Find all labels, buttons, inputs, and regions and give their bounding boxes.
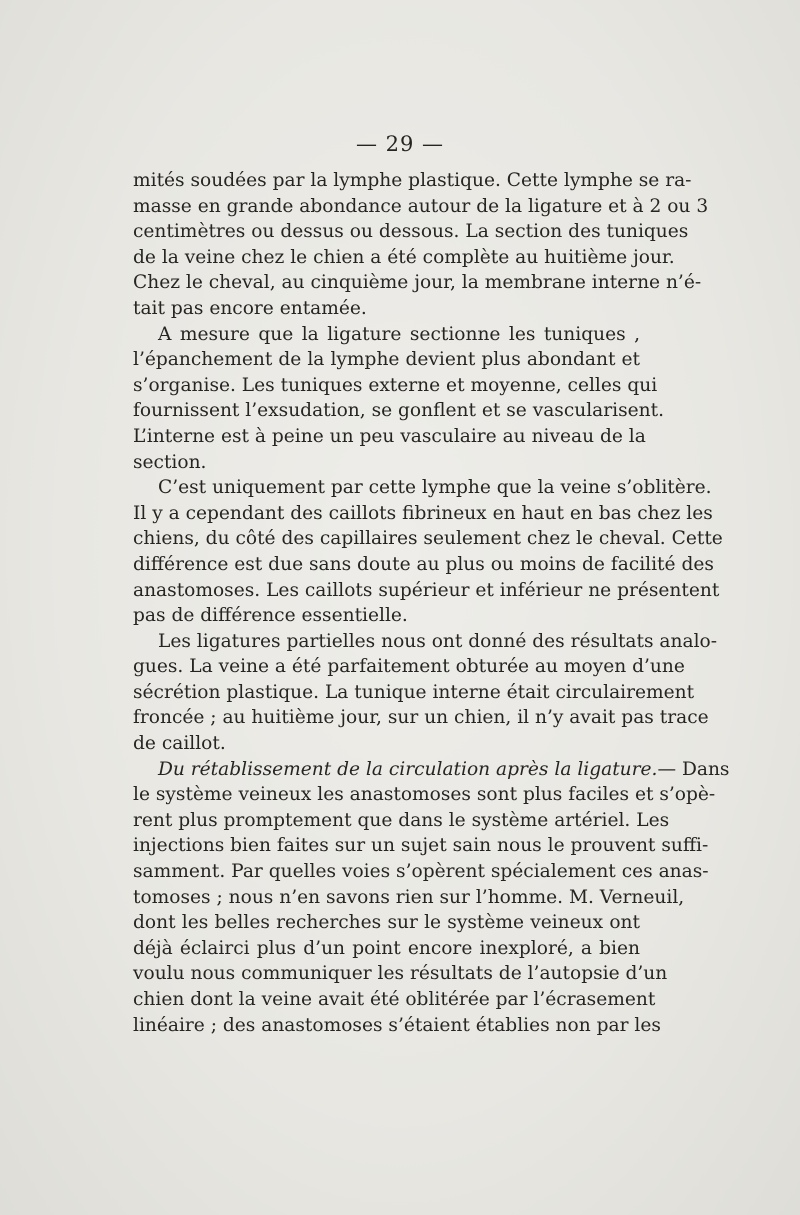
text-line: Les ligatures partielles nous ont donné des résultats analo-	[158, 630, 718, 652]
text-line: Il y a cependant des caillots fibrineux en haut en bas chez les	[133, 502, 713, 524]
text-line: chiens, du côté des capillaires seulement chez le cheval. Cette	[133, 528, 723, 550]
paragraph	[133, 168, 709, 322]
text-line: tomoses ; nous n’en savons rien sur l’homme. M. Verneuil,	[133, 886, 685, 908]
text-line: Chez le cheval, au cinquième jour, la membrane interne n’é-	[133, 272, 702, 294]
paragraph	[133, 629, 718, 757]
text-line: A mesure que la ligature sectionne les tuniques ,	[158, 323, 640, 345]
text-line: dont les belles recherches sur le système veineux ont	[133, 912, 640, 934]
text-line: différence est due sans doute au plus ou moins de facilité des	[133, 553, 714, 575]
text-line: section.	[133, 451, 207, 473]
section-heading: Du rétablissement de la circulation après la ligature.	[158, 758, 658, 780]
text-line	[133, 757, 730, 783]
text-line: pas de différence essentielle.	[133, 605, 408, 627]
text-line: centimètres ou dessus ou dessous. La section des tuniques	[133, 221, 689, 243]
text-line: gues. La veine a été parfaitement obturée au moyen d’une	[133, 656, 685, 678]
text-line: linéaire ; des anastomoses s’étaient établies non par les	[133, 1014, 661, 1036]
text-line: L’interne est à peine un peu vasculaire au niveau de la	[133, 425, 646, 447]
text-line: anastomoses. Les caillots supérieur et inférieur ne présentent	[133, 579, 720, 601]
text-line: de caillot.	[133, 733, 226, 755]
text-line: le système veineux les anastomoses sont plus faciles et s’opè-	[133, 784, 716, 806]
paragraph	[133, 757, 730, 1039]
text-line: voulu nous communiquer les résultats de l’autopsie d’un	[133, 963, 668, 985]
text-line: fournissent l’exsudation, se gonflent et se vascularisent.	[133, 400, 664, 422]
text-line: sécrétion plastique. La tunique interne était circulairement	[133, 681, 695, 703]
text-line: l’épanchement de la lymphe devient plus abondant et	[133, 349, 640, 371]
text-line: s’organise. Les tuniques externe et moyenne, celles qui	[133, 374, 658, 396]
text-line: C’est uniquement par cette lymphe que la veine s’oblitère.	[158, 477, 712, 499]
text-line: mités soudées par la lymphe plastique. Cette lymphe se ra-	[133, 170, 692, 191]
text-line: tait pas encore entamée.	[133, 297, 367, 319]
text-line: injections bien faites sur un sujet sain nous le prouvent suffi-	[133, 835, 709, 857]
body-text	[133, 168, 730, 1038]
text-line: masse en grande abondance autour de la ligature et à 2 ou 3	[133, 195, 709, 217]
text-line: de la veine chez le chien a été complète au huitième jour.	[133, 246, 675, 268]
text-fragment: — Dans	[657, 758, 730, 780]
page-number: — 29 —	[355, 132, 445, 156]
paragraph	[133, 475, 723, 629]
text-line: déjà éclairci plus d’un point encore inexploré, a bien	[133, 937, 640, 959]
text-line: rent plus promptement que dans le système artériel. Les	[133, 809, 670, 831]
text-line: froncée ; au huitième jour, sur un chien, il n’y avait pas trace	[133, 707, 709, 729]
text-line: samment. Par quelles voies s’opèrent spécialement ces anas-	[133, 861, 709, 883]
paragraph	[133, 322, 664, 476]
text-line: chien dont la veine avait été oblitérée par l’écrasement	[133, 989, 656, 1010]
